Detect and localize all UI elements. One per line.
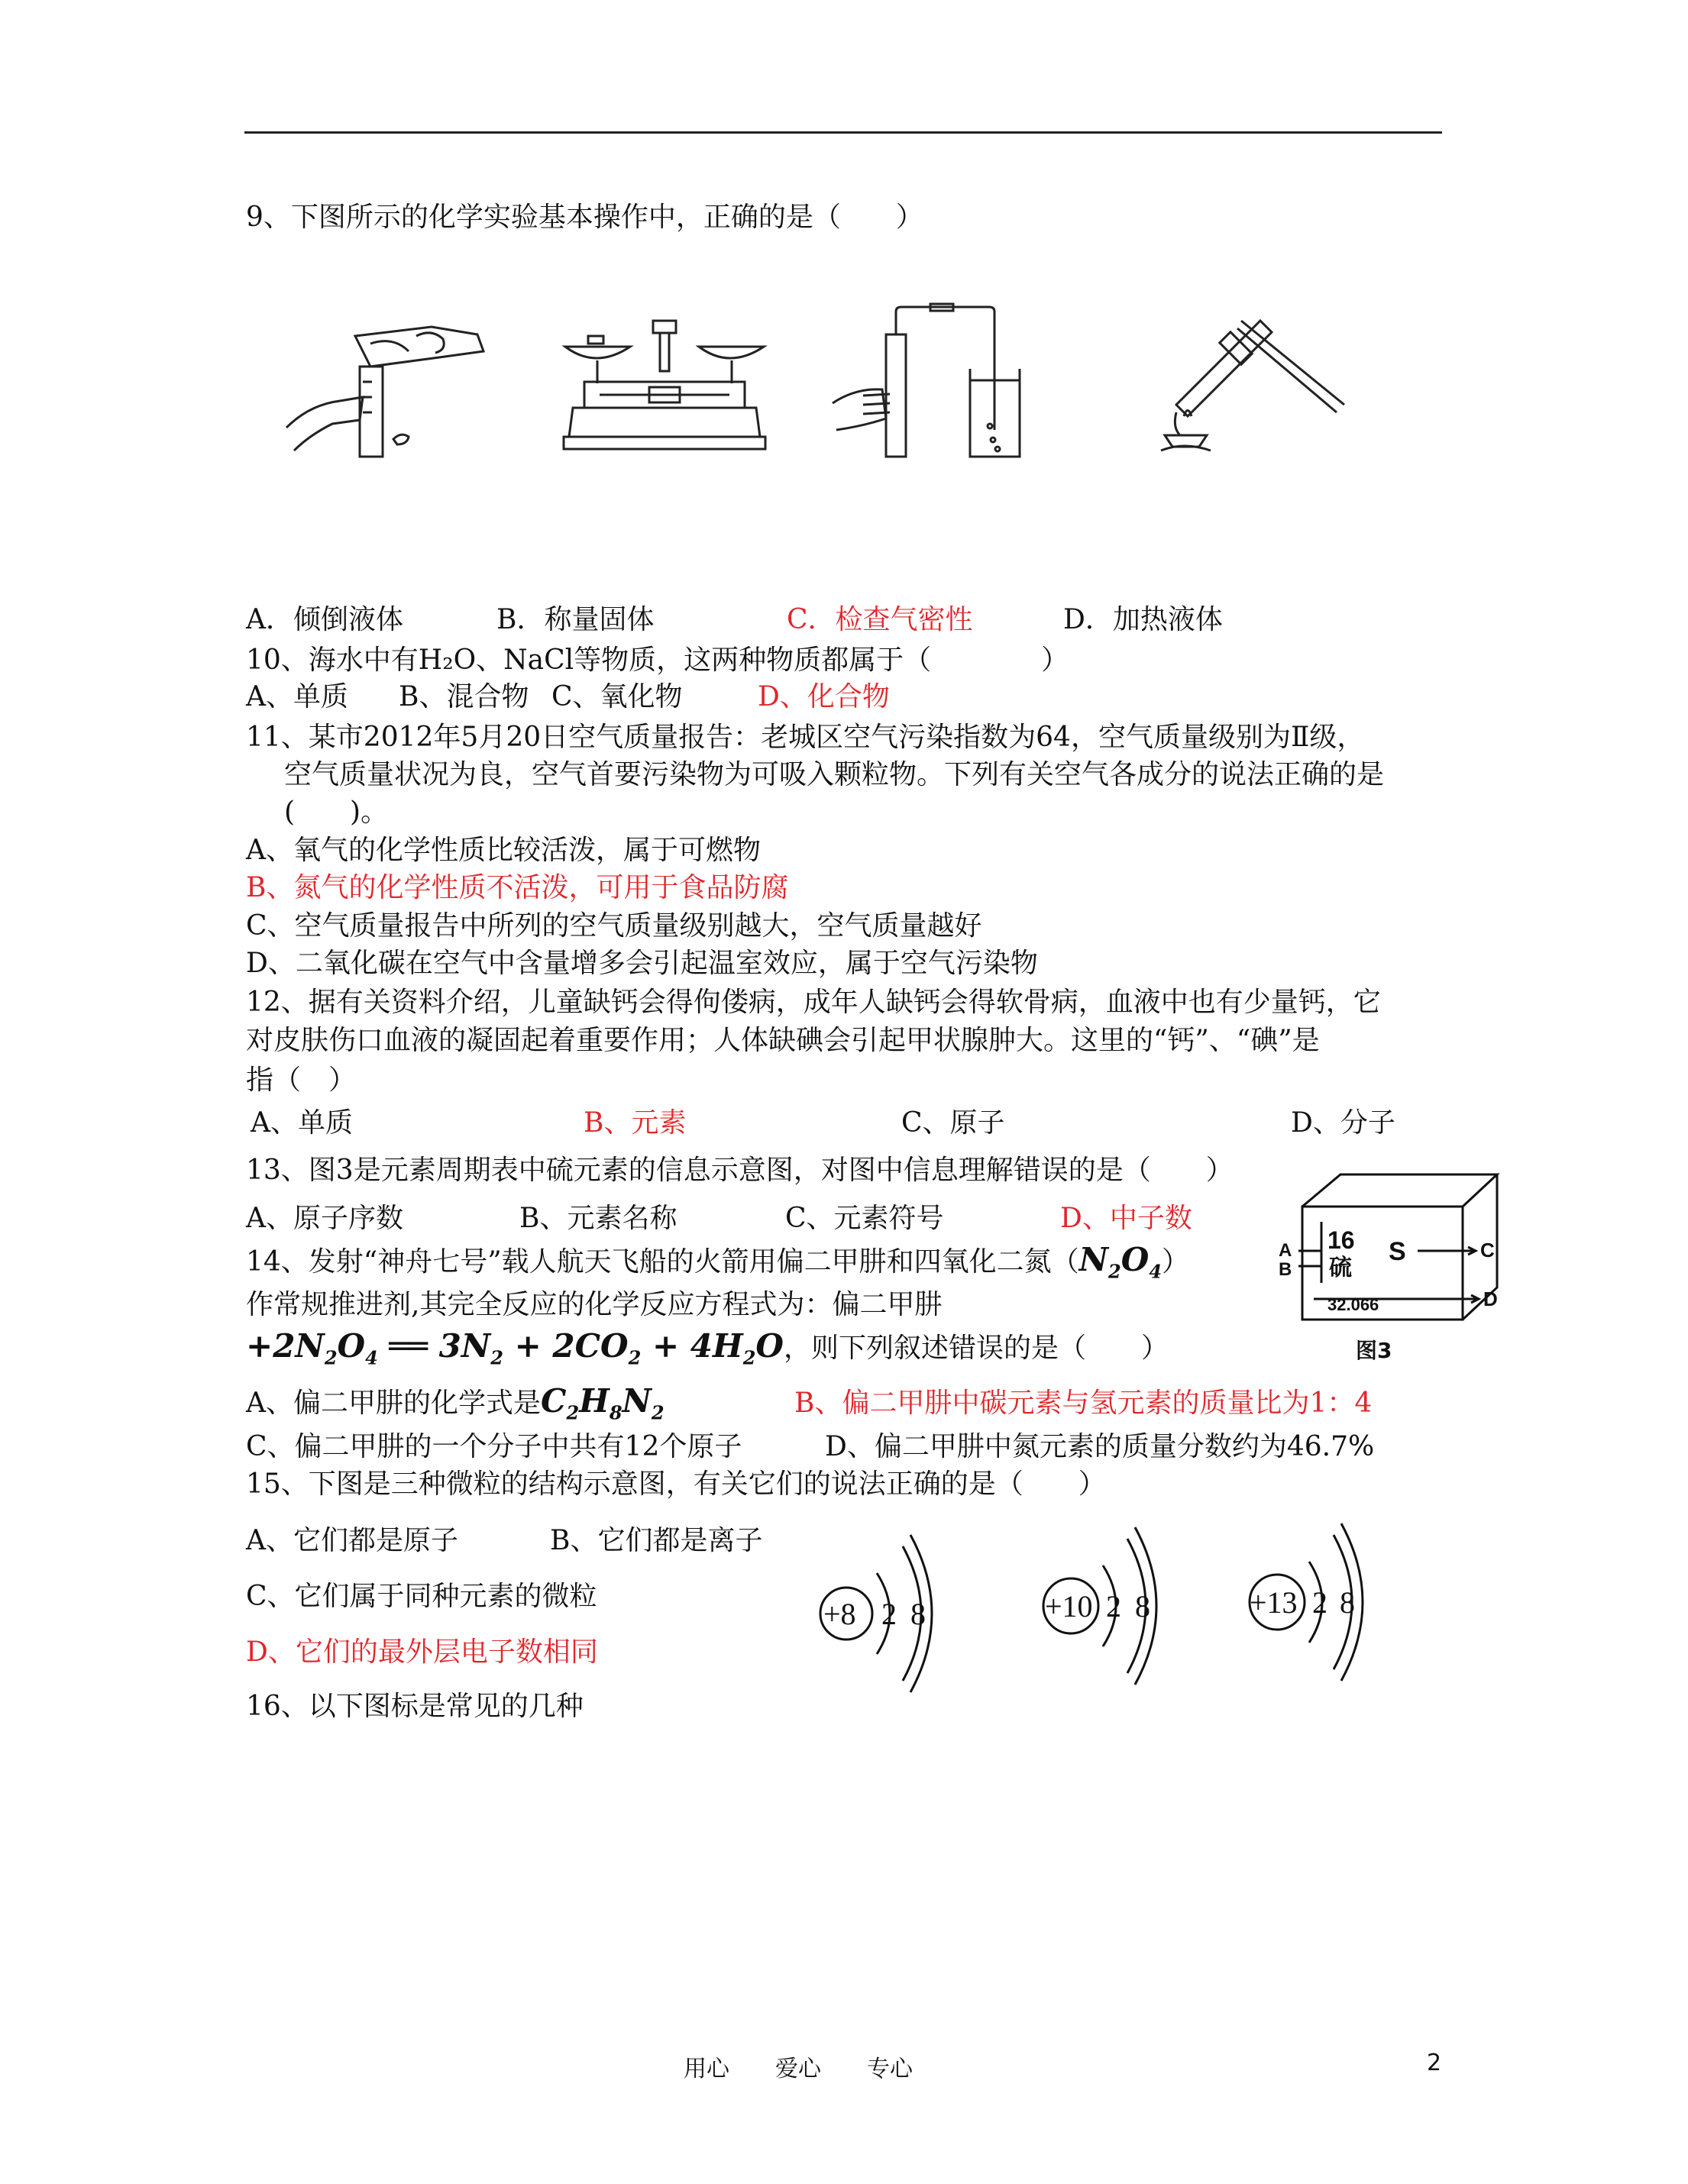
q10-option-c[interactable]: C、氧化物 — [551, 681, 683, 712]
q14-option-a[interactable] — [246, 1384, 794, 1430]
q14-option-c[interactable]: C、偏二甲肼的一个分子中共有12个原子 — [246, 1431, 742, 1462]
question-14-line2: 作常规推进剂,其完全反应的化学反应方程式为：偏二甲肼 — [246, 1289, 943, 1320]
q15-option-b[interactable]: B、它们都是离子 — [550, 1525, 763, 1556]
q10-option-a[interactable]: A、单质 — [246, 681, 348, 712]
question-9-options — [246, 603, 1223, 638]
particle-1-shell2: 8 — [910, 1597, 926, 1631]
q11-option-d[interactable]: D、二氧化碳在空气中含量增多会引起温室效应，属于空气污染物 — [246, 948, 1038, 979]
question-14-options-ab — [246, 1384, 1372, 1430]
q9-option-d[interactable]: D．加热液体 — [1063, 604, 1223, 635]
reaction-equation: $+2N_2O_4$ ══ $3N_2 + 2CO_2 + 4H_2O$ — [246, 1327, 784, 1369]
particle-2-nucleus: +10 — [1045, 1589, 1093, 1623]
q14-line1-close: ） — [1162, 1246, 1190, 1278]
q10-option-d[interactable]: D、化合物 — [758, 681, 890, 712]
weighing-balance-illustration — [558, 315, 771, 460]
figure-label-d: D — [1483, 1287, 1498, 1310]
particle-3-shell1: 2 — [1312, 1585, 1327, 1620]
particle-1-nucleus: +8 — [823, 1597, 856, 1631]
q14-option-a-text: A、偏二甲肼的化学式是 — [246, 1388, 541, 1419]
airtightness-check-illustration — [833, 304, 1023, 457]
question-11-line3: ( )。 — [284, 796, 389, 828]
q13-option-a[interactable]: A、原子序数 — [246, 1203, 403, 1234]
sulfur-atomic-number: 16 — [1327, 1226, 1355, 1254]
question-16-stem: 16、以下图标是常见的几种 — [246, 1691, 584, 1722]
question-11-line1: 11、某市2012年5月20日空气质量报告：老城区空气污染指数为64，空气质量级别为Ⅱ级， — [246, 722, 1365, 753]
particle-1-shell1: 2 — [881, 1597, 897, 1631]
question-15-stem: 15、下图是三种微粒的结构示意图，有关它们的说法正确的是（ ） — [246, 1468, 1106, 1500]
q11-option-a[interactable]: A、氧气的化学性质比较活泼，属于可燃物 — [246, 835, 761, 866]
question-12-line3: 指（ ） — [246, 1065, 357, 1096]
q13-option-c[interactable]: C、元素符号 — [785, 1203, 944, 1234]
q13-option-d[interactable]: D、中子数 — [1060, 1203, 1192, 1234]
figure-caption: 图3 — [1356, 1338, 1392, 1363]
question-15-options-ab — [246, 1523, 762, 1559]
question-12-options — [251, 1106, 1395, 1141]
q9-option-c[interactable]: C．检查气密性 — [787, 604, 973, 635]
question-14-line1 — [246, 1242, 1189, 1289]
particle-structure-1 — [817, 1527, 955, 1703]
question-11-line2: 空气质量状况为良，空气首要污染物为可吸入颗粒物。下列有关空气各成分的说法正确的是 — [284, 759, 1385, 790]
sulfur-element-figure — [1268, 1161, 1505, 1367]
sulfur-element-name: 硫 — [1329, 1255, 1352, 1281]
q10-option-b[interactable]: B、混合物 — [399, 681, 529, 712]
q14-option-d[interactable]: D、偏二甲肼中氮元素的质量分数约为46.7% — [825, 1431, 1375, 1462]
q11-option-c[interactable]: C、空气质量报告中所列的空气质量级别越大，空气质量越好 — [246, 910, 982, 942]
q12-option-b[interactable]: B、元素 — [584, 1107, 687, 1139]
question-12-line1: 12、据有关资料介绍，儿童缺钙会得佝偻病，成年人缺钙会得软骨病，血液中也有少量钙，它 — [246, 987, 1381, 1018]
q12-option-a[interactable]: A、单质 — [251, 1107, 353, 1139]
question-10-stem: 10、海水中有H₂O、NaCl等物质，这两种物质都属于（ ） — [246, 645, 1069, 676]
q15-option-c[interactable]: C、它们属于同种元素的微粒 — [246, 1581, 597, 1612]
question-10-options — [246, 680, 890, 715]
heating-liquid-illustration — [1146, 298, 1352, 458]
q13-option-b[interactable]: B、元素名称 — [519, 1203, 677, 1234]
particle-structure-2 — [1039, 1520, 1176, 1695]
question-12-line2: 对皮肤伤口血液的凝固起着重要作用；人体缺碘会引起甲状腺肿大。这里的“钙”、“碘”是 — [246, 1025, 1320, 1056]
question-9-stem: 9、下图所示的化学实验基本操作中，正确的是（ ） — [246, 202, 923, 233]
question-13-stem: 13、图3是元素周期表中硫元素的信息示意图，对图中信息理解错误的是（ ） — [246, 1155, 1234, 1186]
q14-option-b[interactable]: B、偏二甲肼中碳元素与氢元素的质量比为1：4 — [794, 1388, 1373, 1419]
footer-motto: 用心 爱心 专心 — [684, 2056, 913, 2082]
question-14-options-cd — [246, 1430, 1374, 1465]
formula-c2h8n2: $C_2H_8N_2$ — [541, 1382, 665, 1424]
q14-line3-tail: ，则下列叙述错误的是（ ） — [783, 1333, 1169, 1364]
pouring-liquid-illustration — [286, 321, 493, 458]
q15-option-d[interactable]: D、它们的最外层电子数相同 — [246, 1636, 598, 1668]
figure-label-a: A — [1279, 1240, 1292, 1261]
q14-line1-text: 14、发射“神舟七号”载人航天飞船的火箭用偏二甲肼和四氧化二氮（ — [246, 1246, 1079, 1278]
q11-option-b[interactable]: B、氮气的化学性质不活泼，可用于食品防腐 — [246, 872, 789, 903]
particle-2-shell1: 2 — [1106, 1589, 1121, 1623]
page-number: 2 — [1427, 2050, 1442, 2076]
sulfur-atomic-mass: 32.066 — [1327, 1295, 1379, 1314]
formula-n2o4: $N_2O_4$ — [1078, 1241, 1163, 1283]
q15-option-a[interactable]: A、它们都是原子 — [246, 1525, 458, 1556]
q12-option-d[interactable]: D、分子 — [1291, 1107, 1395, 1139]
q9-option-a[interactable]: A．倾倒液体 — [246, 604, 403, 635]
header-rule — [244, 131, 1442, 134]
particle-structure-3 — [1245, 1516, 1382, 1691]
sulfur-element-symbol: S — [1389, 1237, 1406, 1266]
figure-label-c: C — [1480, 1239, 1495, 1262]
particle-3-nucleus: +13 — [1250, 1585, 1298, 1620]
q12-option-c[interactable]: C、原子 — [901, 1107, 1005, 1139]
q9-option-b[interactable]: B．称量固体 — [496, 604, 655, 635]
particle-2-shell2: 8 — [1135, 1589, 1150, 1623]
figure-label-b: B — [1279, 1259, 1292, 1280]
question-14-line3 — [246, 1329, 1169, 1375]
question-13-options — [246, 1201, 1192, 1236]
particle-3-shell2: 8 — [1340, 1585, 1355, 1620]
